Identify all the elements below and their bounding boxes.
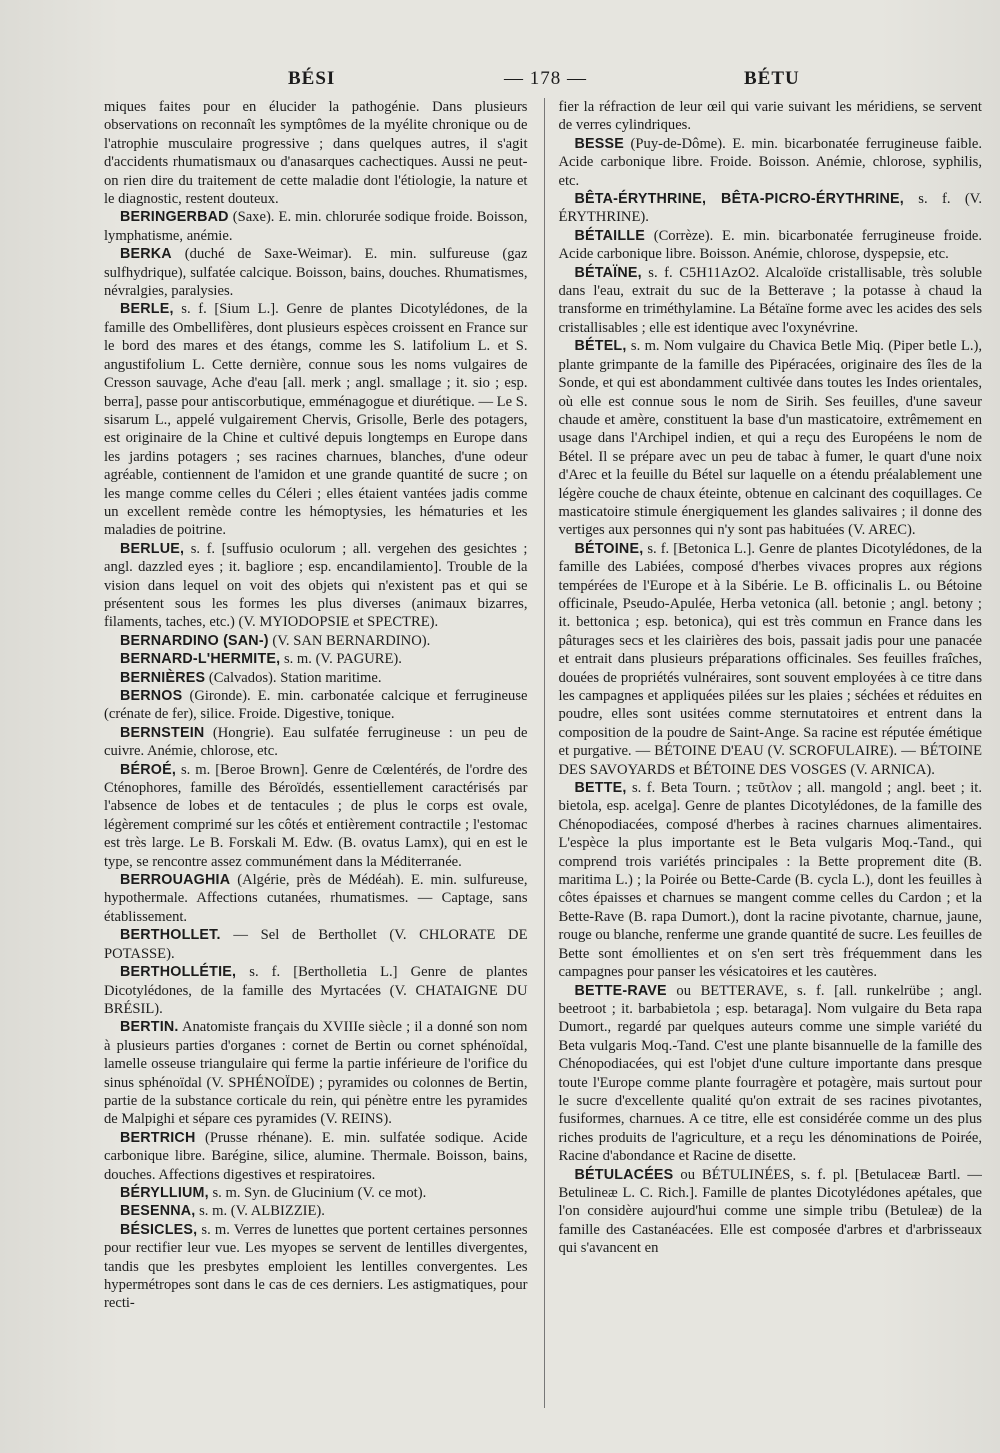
dictionary-entry — [104, 98, 528, 208]
dictionary-entry — [104, 724, 528, 761]
entry-headword: BERROUAGHIA — [120, 872, 231, 889]
entry-headword: BERNSTEIN — [120, 724, 205, 741]
entry-text: (V. SAN BERNARDINO). — [268, 632, 431, 649]
entry-text: (Hongrie). Eau sulfatée ferrugineuse : un peu de cuivre. Anémie, chlorose, etc. — [104, 724, 528, 760]
dictionary-entry — [559, 1166, 983, 1258]
entry-headword: BÉTAÏNE, — [574, 264, 642, 281]
dictionary-entry — [559, 264, 983, 338]
entry-headword: BÉTAILLE — [574, 227, 645, 244]
running-head-left: BÉSI — [288, 68, 336, 89]
entry-text: s. f. Beta Tourn. ; τεῦτλον ; all. mangold ; angl. beet ; it. bietola, esp. acelga]. Genre de plantes Dicotylédones, de la famille des Chénopodiacées, composé d'herbes à racines charnues alimentaires. L'espèce la plus importante est le Beta vulgaris Moq.-Tand., qui comprend trois variétés principales : la Bette proprement dite (B. maritima L.) ; la Poirée ou Bette-Carde (B. cycla L.), dont les feuilles à côtes épaisses et charnues se mangent comme celles du Cardon ; et la Bette-Rave (B. rapa Dumort.), dont la racine pivotante, charnue, jaune, rouge ou blanche, renferme une grande quantité de sucre. Les feuilles de Bette sont émollientes et on s'en sert très fréquemment dans les campagnes pour panser les vésicatoires et les cautères. — [558, 780, 982, 981]
entry-headword: BERNOS — [120, 688, 183, 704]
entry-headword: BÉTEL, — [574, 338, 627, 355]
entry-headword: BERTHOLLÉTIE, — [120, 964, 237, 981]
entry-headword: BÉTULACÉES — [574, 1166, 674, 1183]
entry-text: s. m. (V. ALBIZZIE). — [195, 1203, 325, 1220]
dictionary-entry — [559, 337, 983, 539]
entry-headword: BERTHOLLET. — [120, 927, 221, 944]
dictionary-entry — [104, 687, 528, 724]
entry-text: (Saxe). E. min. chlorurée sodique froide. Boisson, lymphatisme, anémie. — [104, 209, 528, 244]
entry-headword: BERINGERBAD — [120, 209, 229, 226]
page-header — [104, 58, 982, 98]
entry-headword: BÊTA-ÉRYTHRINE, BÊTA-PICRO-ÉRYTHRINE, — [574, 191, 904, 208]
dictionary-entry — [559, 98, 983, 135]
dictionary-entry — [559, 540, 983, 779]
entry-text: s. m. Verres de lunettes que portent certaines personnes pour rectifier leur vue. Les myopes se servent de lentilles divergentes, tandis que les presbytes emploient les lentilles convergentes. Les hypermétropes sont dans le cas de ces derniers. Les astigmatiques, pour recti- — [104, 1221, 528, 1312]
entry-text: s. f. [suffusio oculorum ; all. vergehen des gesichtes ; angl. dazzled eyes ; it. bagliore ; esp. encandilamiento]. Trouble de la vision dans lequel on voit des objets qui n'existent pas et qui se présentent sous les formes les plus diverses (animaux bizarres, filaments, taches, etc.) (V. MYIODOPSIE et SPECTRE). — [104, 540, 528, 631]
entry-headword: BERLE, — [120, 301, 174, 318]
entry-text: (Puy-de-Dôme). E. min. bicarbonatée ferrugineuse faible. Acide carbonique libre. Froide. Boisson. Anémie, chlorose, syphilis, etc. — [558, 135, 982, 189]
right-column — [544, 98, 983, 1408]
dictionary-entry — [104, 1129, 528, 1184]
entry-text: (duché de Saxe-Weimar). E. min. sulfureuse (gaz sulfhydrique), sulfatée calcique. Boisson, bains, douches. Rhumatismes, névralgies, paralysies. — [104, 246, 528, 300]
dictionary-entry — [104, 761, 528, 871]
dictionary-entry — [104, 1221, 528, 1313]
text-columns — [104, 98, 982, 1408]
entry-headword: BESENNA, — [120, 1203, 196, 1220]
entry-text: ou BETTERAVE, s. f. [all. runkelrübe ; angl. beetroot ; it. barbabietola ; esp. betaraga]. Nom vulgaire du Beta rapa Dumort., regardé par quelques auteurs comme une simple variété du Beta vulgaris Moq.-Tand. C'est une plante bisannuelle de la famille des Chénopodiacées, qui est l'objet d'une culture importante dans presque toute l'Europe comme plante fourragère et potagère, mais surtout pour le sucre d'excellente qualité qu'on extrait de ses racines pivotantes, fusiformes, charnues. A ce titre, elle est considérée comme un des plus riches produits de l'agriculture, et a reçu les dénominations de Poirée, Racine d'abondance et Racine de disette. — [558, 982, 982, 1165]
entry-text: s. f. [Betonica L.]. Genre de plantes Dicotylédones, de la famille des Labiées, composé d'herbes vivaces propres aux régions tempérées de l'Europe et à la Sibérie. Le B. officinalis L. ou Bétoine officinale, Pseudo-Apulée, Herba vetonica (all. betonie ; angl. betony ; it. bettonica ; esp. betonica), qui est très commun en France dans les pâturages secs et les clairières des bois, passait jadis pour une panacée et entrait dans plusieurs préparations officinales. Ses feuilles fraîches, douées de propriétés vulnéraires, sont souvent employées à ce titre dans les campagnes et appliquées pilées sur les plaies ; séchées et réduites en poudre, elles sont usitées comme sternutatoires et entrent dans la composition de la poudre de Saint-Ange. Sa racine est réputée émétique et purgative. — BÉTOINE D'EAU (V. SCROFULAIRE). — BÉTOINE DES SAVOYARDS et BÉTOINE DES VOSGES (V. ARNICA). — [558, 540, 982, 778]
dictionary-entry — [559, 227, 983, 264]
entry-headword: BESSE — [574, 135, 624, 152]
entry-headword: BÉRYLLIUM, — [120, 1184, 209, 1201]
entry-text: ou BÉTULINÉES, s. f. pl. [Betulaceæ Bartl. — Betulineæ L. C. Rich.]. Famille de plantes Dicotylédones apétales, que l'on considère aujourd'hui comme une simple tribu (Betuleæ) de la famille des Castanéacées. Elle est composée d'arbres et d'arbrisseaux qui s'avancent en — [558, 1166, 982, 1257]
dictionary-entry — [104, 926, 528, 963]
dictionary-entry — [104, 650, 528, 668]
entry-headword: BERTRICH — [120, 1129, 196, 1146]
entry-text: (Prusse rhénane). E. min. sulfatée sodique. Acide carbonique libre. Barégine, silice, alumine. Thermale. Boisson, bains, douches. Affections digestives et respiratoires. — [104, 1129, 528, 1183]
dictionary-entry — [104, 669, 528, 687]
entry-headword: BETTE-RAVE — [574, 982, 667, 999]
dictionary-entry — [104, 540, 528, 632]
entry-headword: BERKA — [120, 246, 172, 263]
dictionary-entry — [559, 982, 983, 1166]
dictionary-entry — [104, 1184, 528, 1202]
dictionary-entry — [104, 300, 528, 539]
entry-headword: BERNARD-L'HERMITE, — [120, 651, 281, 668]
entry-headword: BERLUE, — [120, 540, 185, 557]
entry-text: s. m. [Beroe Brown]. Genre de Cœlentérés, de l'ordre des Cténophores, famille des Béroïdés, essentiellement caractérisés par l'absence de lobes et de tentacules ; de plus le corps est ovale, légèrement comprimé sur les côtés et entièrement contractile ; l'estomac est très large. Le B. Forskali M. Edw. (B. ovatus Lamx), qui en est le type, se rencontre assez communément dans la Méditerranée. — [104, 761, 528, 870]
entry-text: (Algérie, près de Médéah). E. min. sulfureuse, hypothermale. Affections cutanées, rhumatismes. — Captage, sans établissement. — [104, 872, 528, 925]
entry-text: fier la réfraction de leur œil qui varie suivant les méridiens, se servent de verres cylindriques. — [558, 99, 982, 134]
dictionary-entry — [559, 190, 983, 227]
dictionary-entry — [559, 779, 983, 981]
entry-headword: BÉSICLES, — [120, 1221, 198, 1238]
entry-text: (Calvados). Station maritime. — [205, 669, 382, 686]
entry-text: s. f. [Bertholletia L.] Genre de plantes Dicotylédones, de la famille des Myrtacées (V. CHATAIGNE DU BRÉSIL). — [104, 964, 528, 1017]
entry-text: s. f. [Sium L.]. Genre de plantes Dicotylédones, de la famille des Ombellifères, dont plusieurs espèces croissent en France sur le bord des mares et des étangs, comme les S. latifolium L. et S. angustifolium L. Cette dernière, connue sous les noms vulgaires de Cresson sauvage, Ache d'eau [all. merk ; angl. smallage ; it. sio ; esp. berra], passe pour antiscorbutique, emménagogue et diurétique. — Le S. sisarum L., appelé vulgairement Chervis, Grisolle, Berle des potagers, est originaire de la Chine et cultivé depuis longtemps en Europe dans les jardins potagers ; ses racines charnues, blanches, d'une odeur agréable, contiennent de l'amidon et une grande quantité de sucre ; on les mange comme celles du Céleri ; elles étaient vantées jadis comme un excellent remède contre les hémoptysies, les hématuries et les maladies de poitrine. — [104, 301, 528, 539]
entry-headword: BERNARDINO (SAN-) — [120, 632, 269, 649]
entry-headword: BÉTOINE, — [574, 540, 644, 557]
dictionary-entry — [559, 135, 983, 190]
entry-text: s. f. (V. ÉRYTHRINE). — [558, 191, 982, 226]
entry-headword: BERTIN. — [120, 1019, 179, 1036]
entry-text: miques faites pour en élucider la pathogénie. Dans plusieurs observations on reconnaît les symptômes de la myélite chronique ou de l'atrophie musculaire progressive ; dans quelques autres, il s'agit d'accidents rhumatismaux ou d'anasarques cachectiques. Aussi ne peut-on rien dire du traitement de cette maladie dont l'étiologie, la nature et le diagnostic, restent douteux. — [104, 99, 528, 208]
entry-text: s. f. C5H11AzO2. Alcaloïde cristallisable, très soluble dans l'eau, extrait du suc de la Betterave ; la potasse à chaud la transforme en triméthylamine. La Bétaïne forme avec les acides des sels cristallisables ; elle est identique avec l'oxynévrine. — [558, 264, 982, 336]
running-head-right: BÉTU — [744, 68, 800, 89]
dictionary-entry — [104, 963, 528, 1018]
entry-text: Anatomiste français du XVIIIe siècle ; il a donné son nom à plusieurs parties d'organes : cornet de Bertin ou cornet sphénoïdal, lamelle osseuse triangulaire qui ferme la partie inférieure de l'orifice du sinus sphénoïdal (V. SPHÉNOÏDE) ; pyramides ou colonnes de Bertin, partie de la substance corticale du rein, qui pénètre entre les pyramides de Malpighi et sépare ces pyramides (V. REINS). — [104, 1019, 528, 1128]
dictionary-entry — [104, 632, 528, 650]
dictionary-entry — [104, 871, 528, 926]
dictionary-entry — [104, 1202, 528, 1220]
entry-text: s. m. (V. PAGURE). — [280, 651, 402, 668]
entry-text: s. m. Nom vulgaire du Chavica Betle Miq. (Piper betle L.), plante grimpante de la famille des Pipéracées, originaire des îles de la Sonde, et qui est abondamment cultivée dans toutes les Indes orientales, où elle est connue sous le nom de Sirih. Ses feuilles, d'une saveur chaude et amère, constituent la base d'un masticatoire, extrêmement en usage dans l'Archipel indien, et qui a reçu des Européens le nom de Bétel. Il se prépare avec un peu de tabac à fumer, le quart d'une noix d'Arec et la feuille du Bétel sur laquelle on a étendu préalablement une légère couche de chaux éteinte, obtenue en calcinant des coquillages. Ce masticatoire stimule énergiquement les glandes salivaires ; il donne des vertiges aux personnes qui n'y sont pas habituées (V. AREC). — [558, 338, 982, 539]
left-column — [104, 98, 528, 1408]
entry-headword: BERNIÈRES — [120, 669, 206, 686]
entry-text: — Sel de Berthollet (V. CHLORATE DE POTASSE). — [104, 927, 528, 962]
entry-text: (Corrèze). E. min. bicarbonatée ferrugineuse froide. Acide carbonique libre. Boisson. Anémie, chlorose, dyspepsie, etc. — [558, 227, 982, 263]
page-number: — 178 — — [504, 68, 587, 89]
entry-text: (Gironde). E. min. carbonatée calcique et ferrugineuse (crénate de fer), silice. Froide. Digestive, tonique. — [104, 688, 528, 723]
dictionary-entry — [104, 245, 528, 300]
entry-text: s. m. Syn. de Glucinium (V. ce mot). — [208, 1184, 427, 1201]
dictionary-entry — [104, 208, 528, 245]
dictionary-entry — [104, 1018, 528, 1128]
entry-headword: BETTE, — [574, 780, 627, 797]
entry-headword: BÉROÉ, — [120, 761, 177, 778]
